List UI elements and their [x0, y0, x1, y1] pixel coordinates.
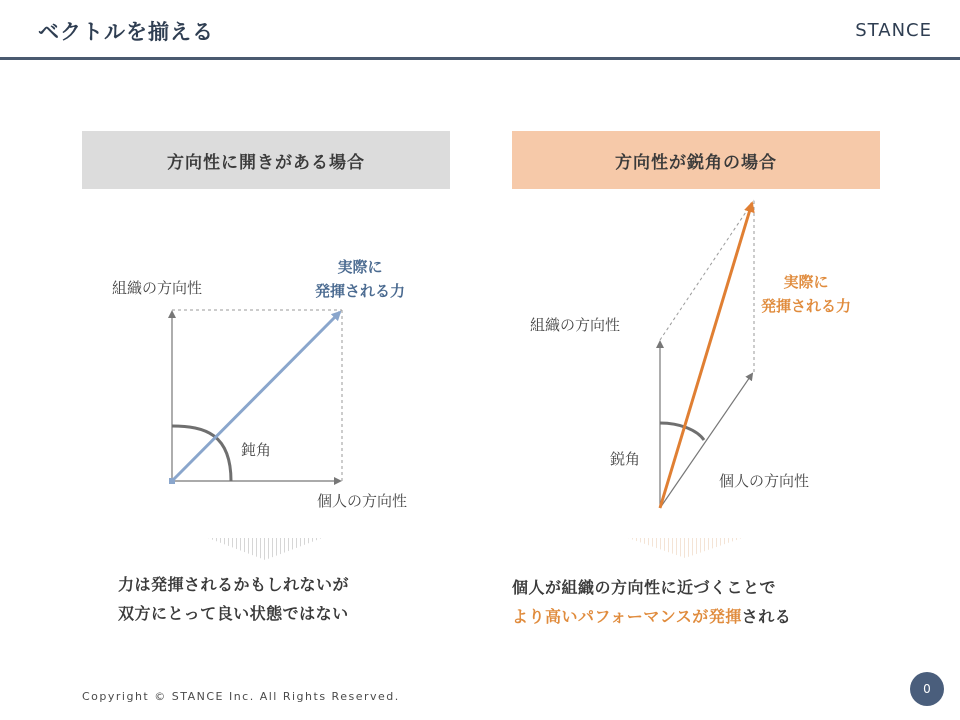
left-summary [118, 570, 349, 628]
left-actual-label-2: 発揮される力 [314, 282, 406, 300]
right-actual-vector [660, 203, 752, 508]
right-org-label: 組織の方向性 [530, 316, 621, 334]
right-down-chevron [628, 538, 742, 558]
right-case-banner: 方向性が鋭角の場合 [512, 131, 880, 189]
right-actual-label-2: 発揮される力 [760, 297, 852, 315]
right-guide-top [660, 200, 754, 340]
brand-logo: STANCE [855, 20, 932, 41]
left-down-chevron [208, 538, 322, 560]
left-summary-line-1: 力は発揮されるかもしれないが [118, 575, 350, 594]
page-number-badge: 0 [910, 672, 944, 706]
page-title: ベクトルを揃える [38, 20, 214, 44]
right-summary-highlight: より高いパフォーマンスが発揮 [512, 607, 742, 626]
right-diagram [530, 200, 851, 508]
left-summary-line-2: 双方にとって良い状態ではない [118, 604, 349, 623]
right-summary-line-2 [512, 602, 791, 631]
right-summary-line-1: 個人が組織の方向性に近づくことで [512, 578, 777, 597]
right-summary-rest: される [741, 607, 792, 626]
left-actual-label-1: 実際に [337, 258, 383, 276]
right-summary [512, 573, 791, 631]
right-individual-label: 個人の方向性 [719, 472, 810, 490]
left-origin-dot [169, 478, 175, 484]
left-org-label: 組織の方向性 [112, 279, 203, 297]
left-case-banner: 方向性に開きがある場合 [82, 131, 450, 189]
left-diagram [112, 258, 407, 510]
right-actual-label-1: 実際に [783, 273, 829, 291]
right-angle-label: 鋭角 [610, 450, 641, 468]
copyright-footer: Copyright © STANCE Inc. All Rights Reserved. [82, 690, 400, 703]
left-angle-label: 鈍角 [241, 441, 272, 459]
left-individual-label: 個人の方向性 [317, 492, 408, 510]
